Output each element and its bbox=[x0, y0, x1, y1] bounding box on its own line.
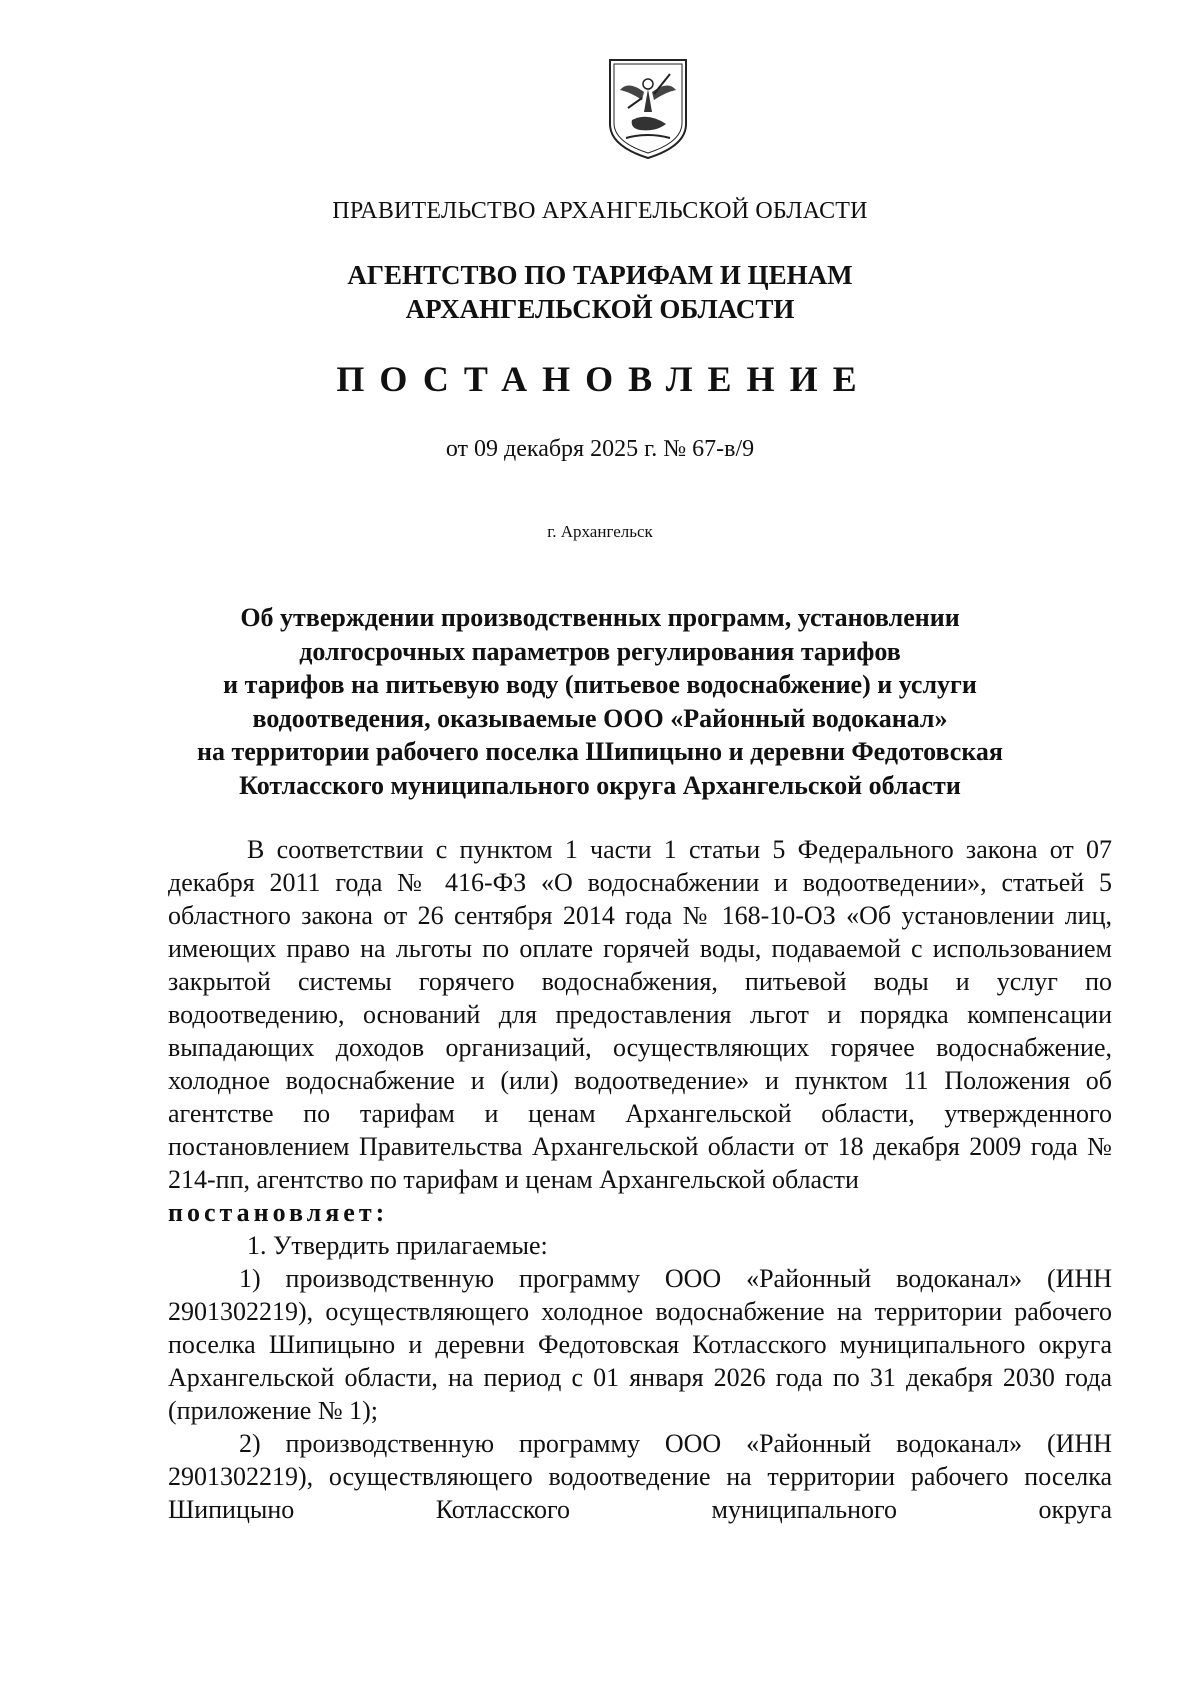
title-line: Об утверждении производственных программ, установлении bbox=[240, 603, 960, 632]
document-type: ПОСТАНОВЛЕНИЕ bbox=[336, 359, 872, 399]
resolves-word: постановляет: bbox=[168, 1198, 389, 1227]
title-line: водоотведения, оказываемые ООО «Районный водоканал» bbox=[252, 703, 948, 733]
item-1: 1. Утвердить прилагаемые: bbox=[247, 1231, 548, 1260]
title-line: Котласского муниципального округа Архангельской области bbox=[239, 770, 961, 800]
title-line: долгосрочных параметров регулирования тарифов bbox=[299, 636, 901, 666]
agency-name-line-1: АГЕНТСТВО ПО ТАРИФАМ И ЦЕНАМ bbox=[347, 260, 853, 290]
document-city: г. Архангельск bbox=[547, 522, 653, 541]
document-title bbox=[0, 601, 1200, 802]
coat-of-arms-icon bbox=[604, 54, 692, 162]
title-line: и тарифов на питьевую воду (питьевое водоснабжение) и услуги bbox=[223, 670, 977, 699]
agency-name-line-2: АРХАНГЕЛЬСКОЙ ОБЛАСТИ bbox=[405, 294, 795, 324]
item-1-2: 2) производственную программу ООО «Районный водоканал» (ИНН 2901302219), осуществляющего водоотведение на территории рабочего поселка Шипицыно Котласского муниципального округа bbox=[168, 1429, 1112, 1524]
item-1-1: 1) производственную программу ООО «Районный водоканал» (ИНН 2901302219), осуществляющего холодное водоснабжение на территории рабочего поселка Шипицыно и деревни Федотовская Котласского муниципального округа Архангельской области, на период с 01 января 2026 года по 31 декабря 2030 года (приложение № 1); bbox=[168, 1264, 1112, 1425]
document-date-number: от 09 декабря 2025 г. № 67-в/9 bbox=[445, 436, 755, 462]
government-name: ПРАВИТЕЛЬСТВО АРХАНГЕЛЬСКОЙ ОБЛАСТИ bbox=[332, 198, 868, 224]
title-line: на территории рабочего поселка Шипицыно и деревни Федотовская bbox=[197, 737, 1003, 766]
document-body bbox=[168, 833, 1112, 1526]
agency-name bbox=[0, 258, 1200, 326]
preamble-paragraph: В соответствии с пунктом 1 части 1 статьи 5 Федерального закона от 07 декабря 2011 года № 416-ФЗ «О водоснабжении и водоотведении», статьей 5 областного закона от 26 сентября 2014 года № 168-10-ОЗ «Об установлении лиц, имеющих право на льготы по оплате горячей воды, подаваемой с использованием закрытой системы горячего водоснабжения, питьевой воды и услуг по водоотведению, оснований для предоставления льгот и порядка компенсации выпадающих доходов организаций, осуществляющих горячее водоснабжение, холодное водоснабжение и (или) водоотведение» и пунктом 11 Положения об агентстве по тарифам и ценам Архангельской области, утвержденного постановлением Правительства Архангельской области от 18 декабря 2009 года № 214-пп, агентство по тарифам и ценам Архангельской области bbox=[168, 835, 1112, 1194]
